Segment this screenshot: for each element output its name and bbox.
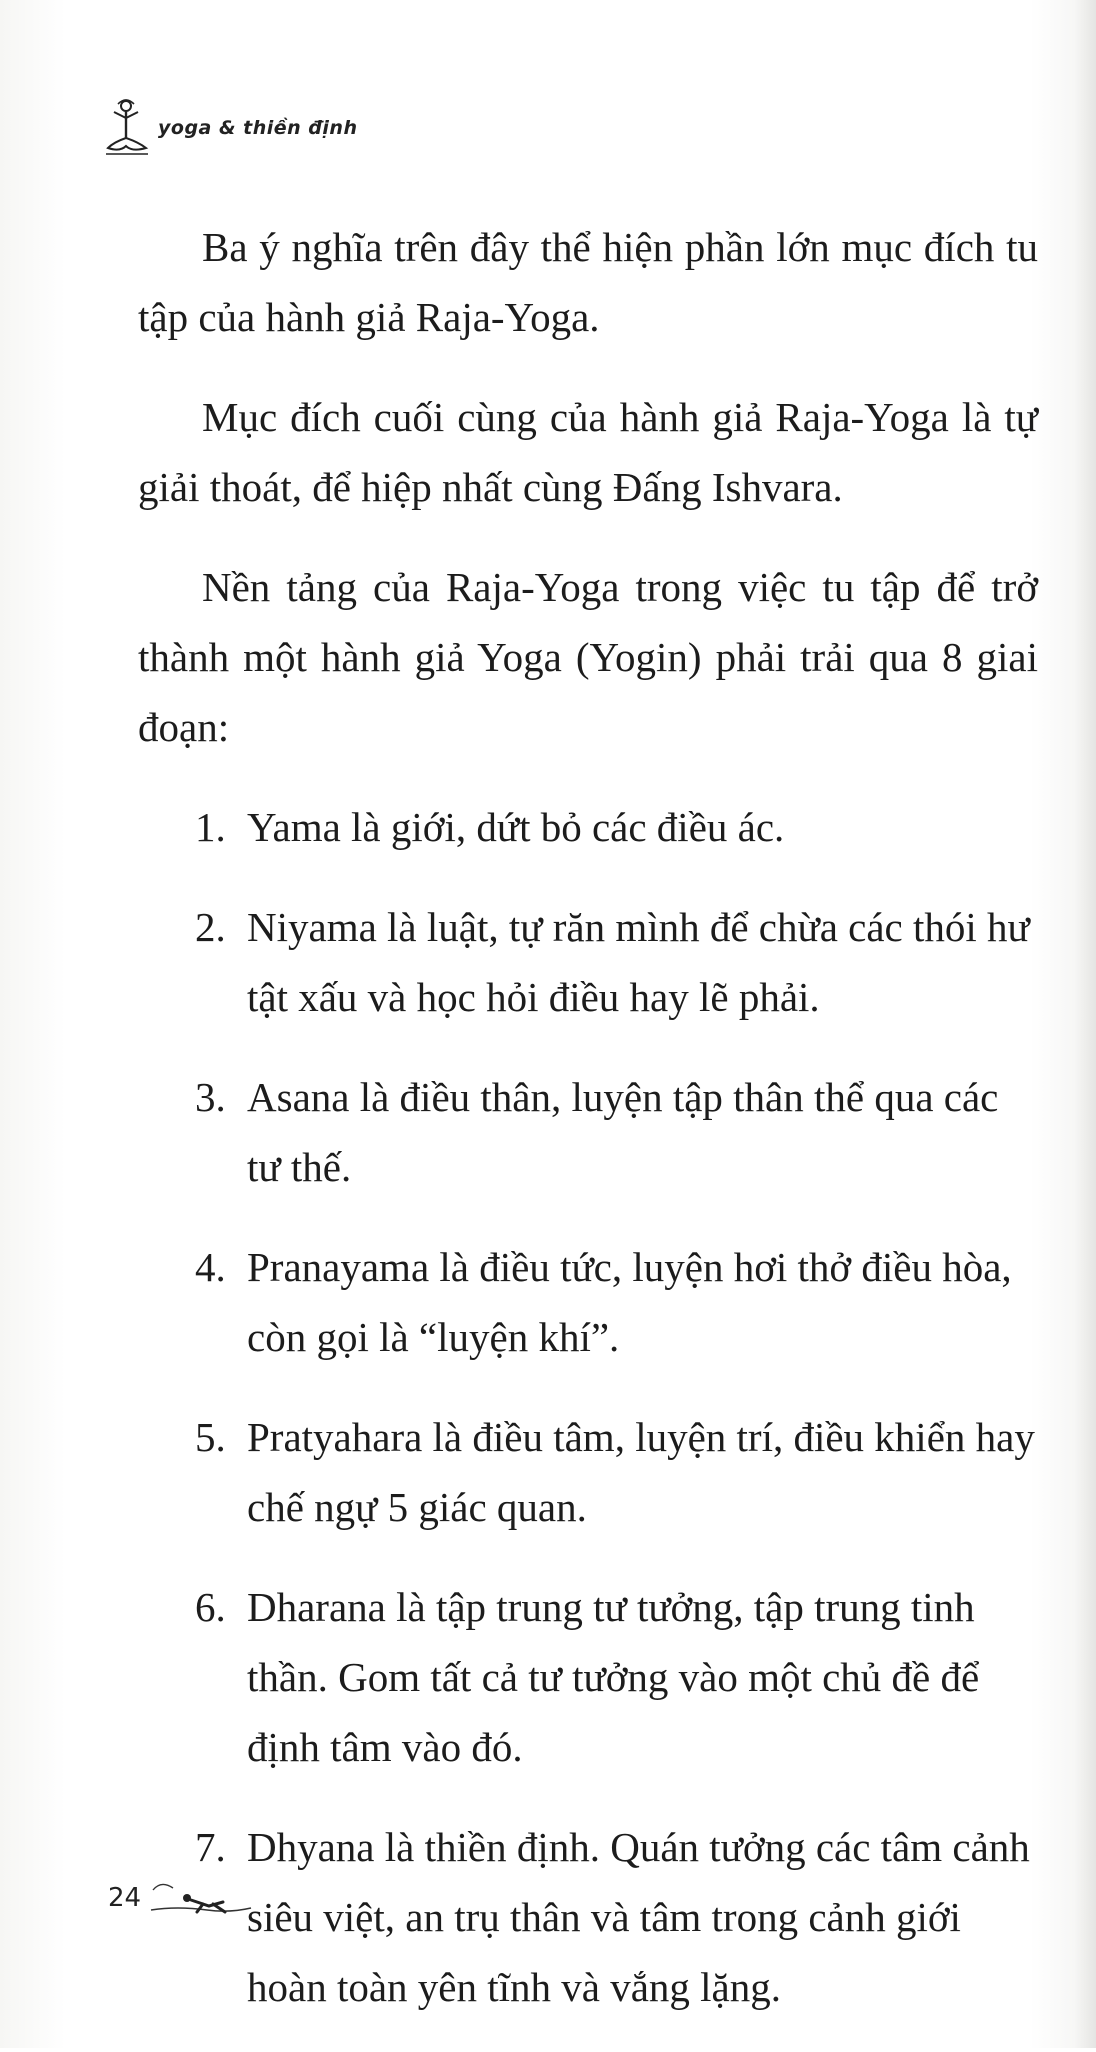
- list-item: [138, 1812, 1038, 2022]
- list-number: 1.: [195, 804, 226, 850]
- list-number: 7.: [195, 1824, 226, 1870]
- list-item: [138, 1572, 1038, 1782]
- list-text: Pratyahara là điều tâm, luyện trí, điều khiển hay chế ngự 5 giác quan.: [247, 1414, 1035, 1530]
- page-body: [138, 212, 1038, 2052]
- list-item: [138, 1402, 1038, 1542]
- page-number: 24: [108, 1883, 142, 1913]
- paragraph-final-goal: Mục đích cuối cùng của hành giả Raja-Yoga là tự giải thoát, để hiệp nhất cùng Đấng Ishvara.: [138, 394, 1038, 510]
- list-item: [138, 892, 1038, 1032]
- list-number: 5.: [195, 1414, 226, 1460]
- list-item: [138, 1062, 1038, 1202]
- list-number: 2.: [195, 904, 226, 950]
- list-item: [138, 792, 1038, 862]
- paragraph-purpose: Ba ý nghĩa trên đây thể hiện phần lớn mục đích tu tập của hành giả Raja-Yoga.: [138, 224, 1038, 340]
- list-text: Dharana là tập trung tư tưởng, tập trung tinh thần. Gom tất cả tư tưởng vào một chủ đề để định tâm vào đó.: [247, 1584, 980, 1770]
- list-item: [138, 1232, 1038, 1372]
- list-text: Asana là điều thân, luyện tập thân thể qua các tư thế.: [247, 1074, 999, 1190]
- list-number: 4.: [195, 1244, 226, 1290]
- eight-stages-list: [138, 792, 1038, 2022]
- list-text: Yama là giới, dứt bỏ các điều ác.: [247, 804, 785, 850]
- yoga-figure-icon: [104, 98, 150, 158]
- list-text: Pranayama là điều tức, luyện hơi thở điều hòa, còn gọi là “luyện khí”.: [247, 1244, 1012, 1360]
- list-text: Niyama là luật, tự răn mình để chừa các thói hư tật xấu và học hỏi điều hay lẽ phải.: [247, 904, 1030, 1020]
- list-number: 6.: [195, 1584, 226, 1630]
- header-title: yoga & thiền định: [158, 117, 358, 139]
- page-footer: [108, 1876, 257, 1920]
- reclining-figure-icon: [147, 1876, 257, 1920]
- running-header: [104, 98, 357, 158]
- list-number: 3.: [195, 1074, 226, 1120]
- paragraph-foundation: Nền tảng của Raja-Yoga trong việc tu tập để trở thành một hành giả Yoga (Yogin) phải trải qua 8 giai đoạn:: [138, 564, 1038, 750]
- list-text: Dhyana là thiền định. Quán tưởng các tâm cảnh siêu việt, an trụ thân và tâm trong cảnh giới hoàn toàn yên tĩnh và vắng lặng.: [247, 1824, 1030, 2010]
